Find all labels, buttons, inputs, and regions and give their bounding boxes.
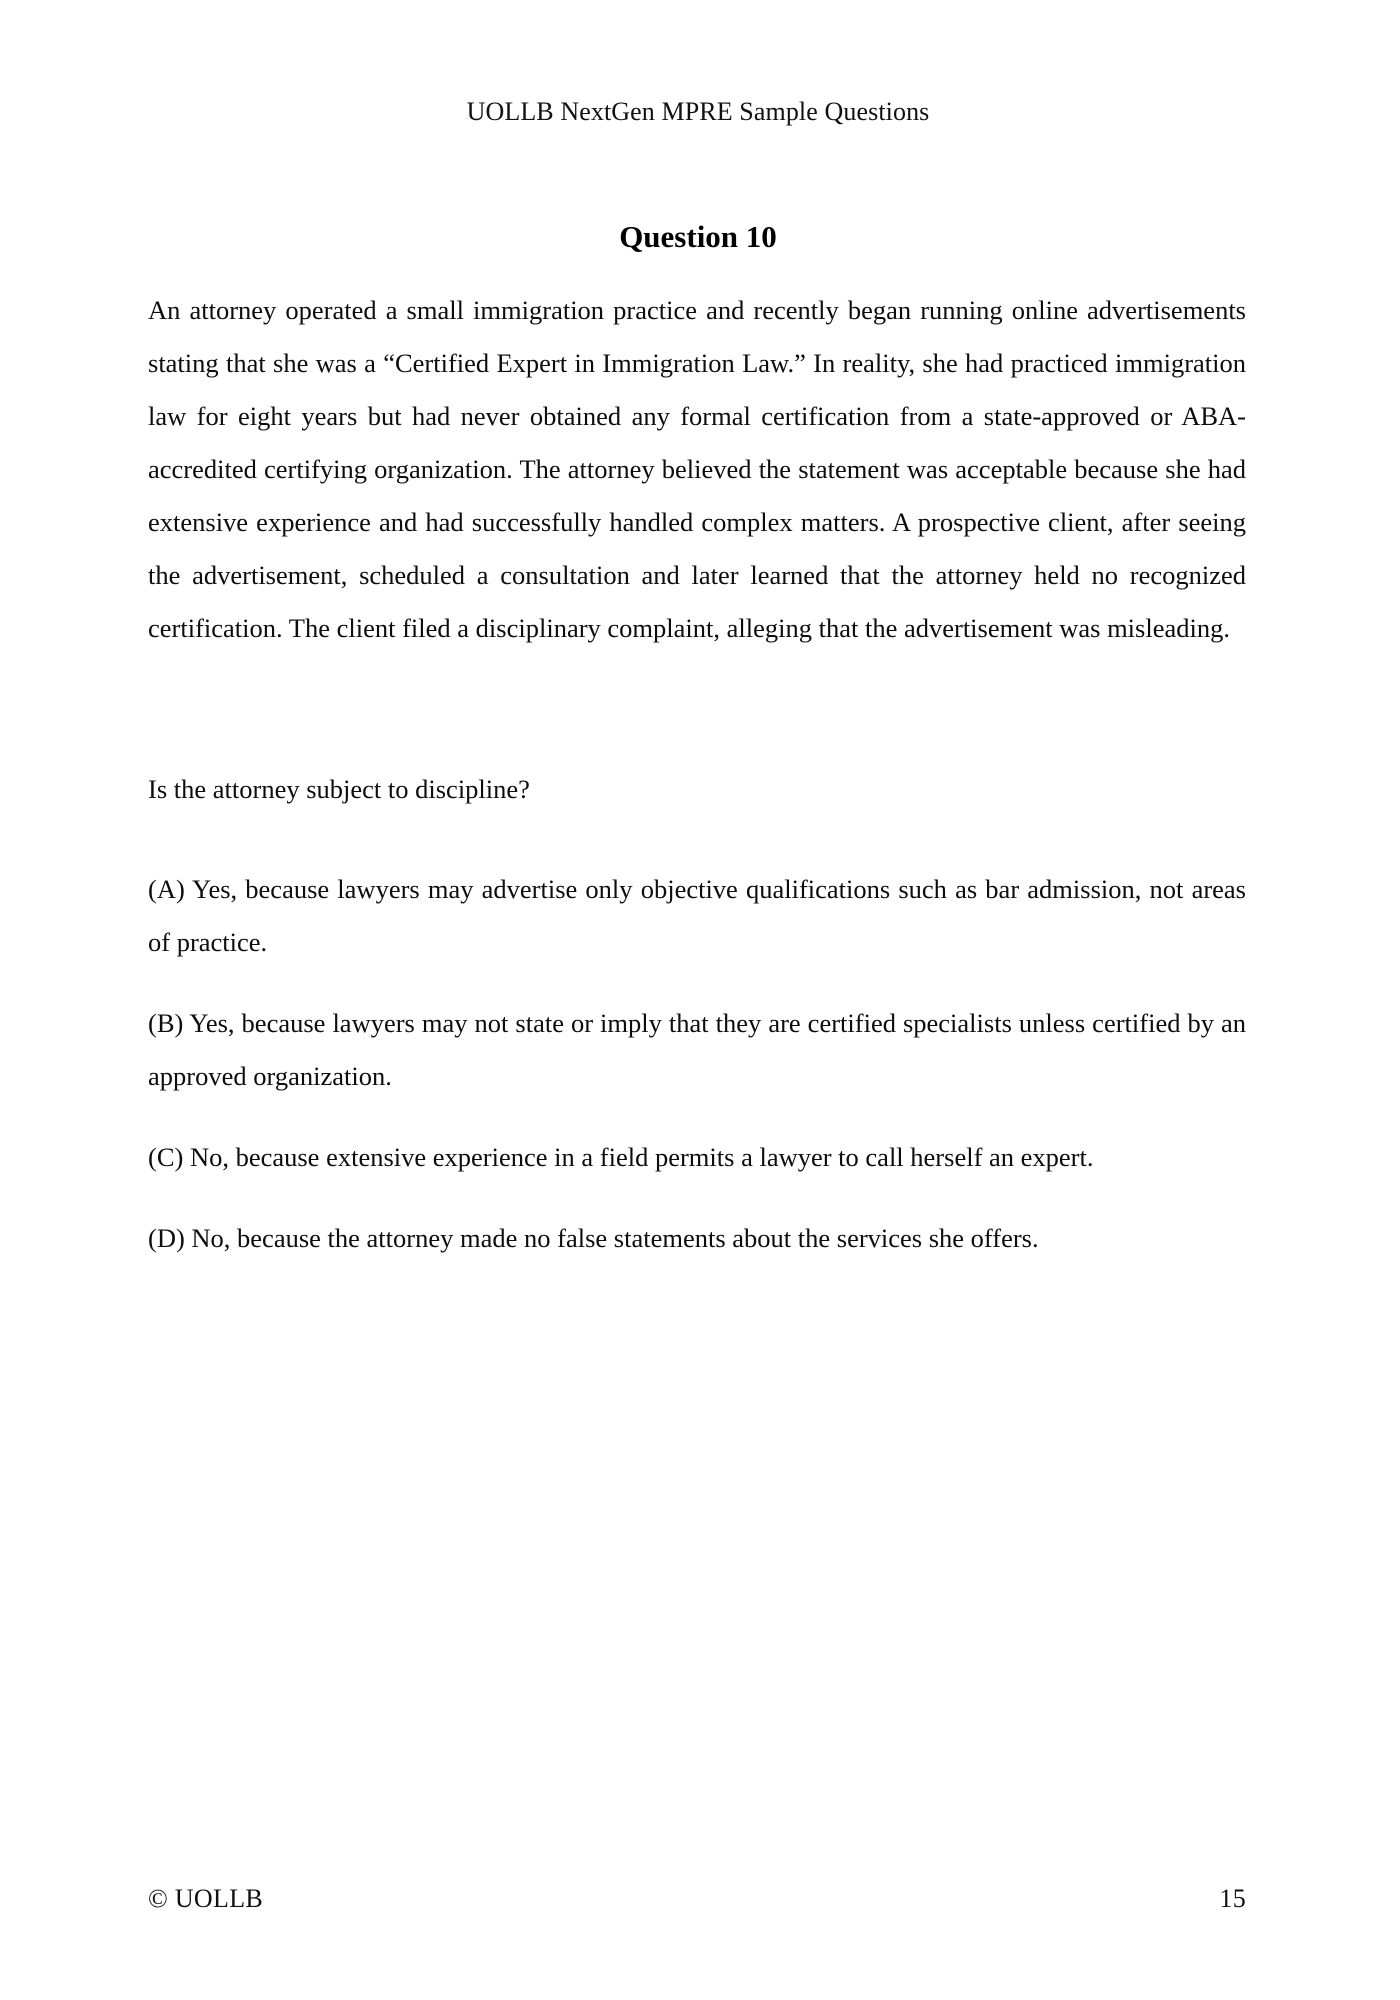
footer-page-number: 15 bbox=[1219, 1884, 1246, 1913]
call-of-question: Is the attorney subject to discipline? bbox=[148, 774, 530, 804]
answer-options-list bbox=[148, 863, 1246, 1265]
footer-copyright: © UOLLB bbox=[148, 1884, 264, 1913]
paragraph-spacer bbox=[148, 655, 1246, 763]
answer-option-c[interactable]: (C) No, because extensive experience in a field permits a lawyer to call herself an expert. bbox=[148, 1142, 1094, 1172]
answer-option-d[interactable]: (D) No, because the attorney made no false statements about the services she offers. bbox=[148, 1223, 1039, 1253]
page-content bbox=[148, 284, 1246, 1265]
running-header: UOLLB NextGen MPRE Sample Questions bbox=[466, 97, 930, 126]
question-title: Question 10 bbox=[619, 218, 777, 254]
answer-option-b[interactable]: (B) Yes, because lawyers may not state or imply that they are certified specialists unless certified by an approved organization. bbox=[148, 1008, 1246, 1091]
answer-option-a[interactable]: (A) Yes, because lawyers may advertise only objective qualifications such as bar admission, not areas of practice. bbox=[148, 874, 1246, 957]
page-footer bbox=[148, 1884, 1246, 1914]
fact-pattern-paragraph: An attorney operated a small immigration practice and recently began running online advertisements stating that she was a “Certified Expert in Immigration Law.” In reality, she had practiced immigration law for eight years but had never obtained any formal certification from a state-approved or ABA-accredited certifying organization. The attorney believed the statement was acceptable because she had extensive experience and had successfully handled complex matters. A prospective client, after seeing the advertisement, scheduled a consultation and later learned that the attorney held no recognized certification. The client filed a disciplinary complaint, alleging that the advertisement was misleading. bbox=[148, 295, 1246, 643]
